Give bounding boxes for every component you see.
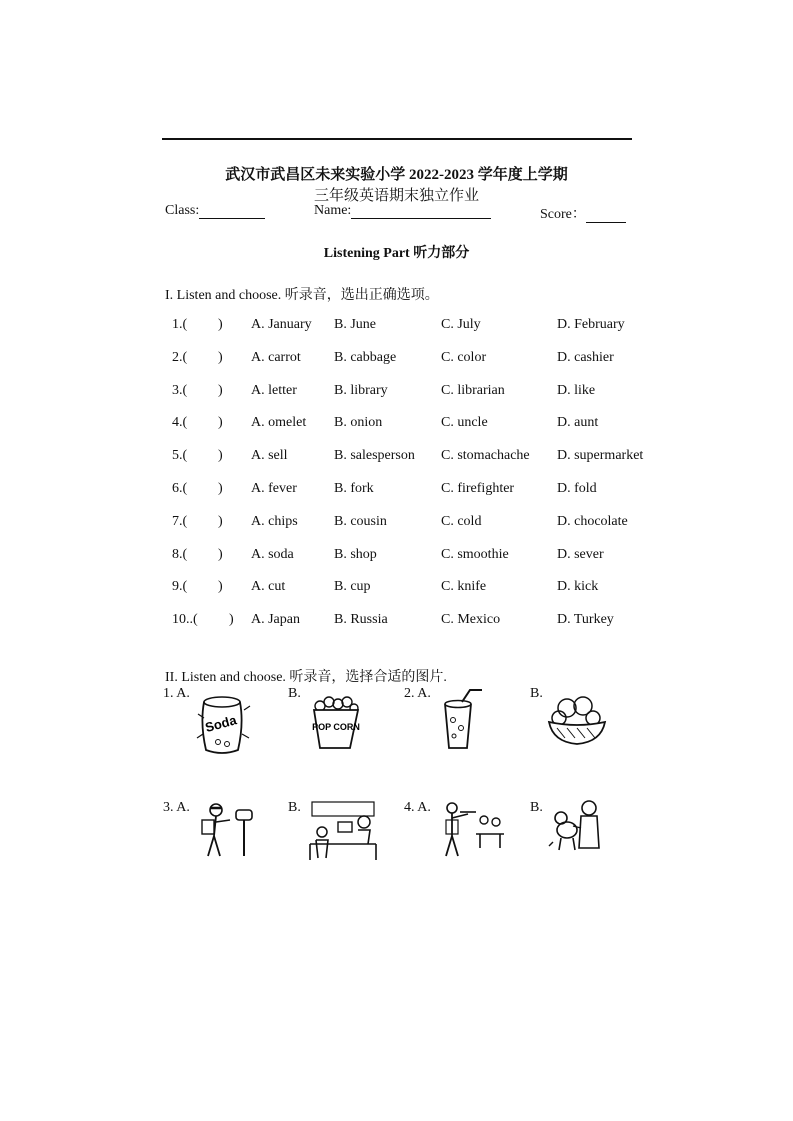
option-c: C. color — [441, 349, 487, 365]
option-c: C. cold — [441, 513, 482, 529]
answer-bracket[interactable]: ) — [218, 448, 223, 464]
shop-counter-picture[interactable] — [308, 800, 378, 862]
question-number: 3.( — [172, 382, 188, 398]
soda-can-text: Soda — [203, 712, 239, 736]
class-label: Class: — [165, 203, 200, 218]
option-b: B. library — [334, 382, 388, 398]
option-b: B. cabbage — [334, 349, 397, 365]
option-b: B. onion — [334, 415, 383, 431]
q1a-label: 1. A. — [163, 686, 190, 701]
option-c: C. July — [441, 317, 481, 332]
soda-can-picture[interactable] — [194, 694, 252, 756]
answer-bracket[interactable]: ) — [229, 612, 234, 628]
question-number: 9.( — [172, 579, 188, 595]
option-a: A. soda — [251, 546, 294, 562]
name-label: Name: — [314, 203, 352, 218]
option-d: D. like — [557, 382, 596, 398]
school-title: 武汉市武昌区未来实验小学 2022-2023 学年度上学期 — [225, 167, 568, 183]
question-number: 2.( — [172, 349, 188, 365]
answer-bracket[interactable]: ) — [218, 513, 223, 529]
answer-bracket[interactable]: ) — [218, 415, 223, 431]
option-b: B. shop — [334, 546, 377, 562]
answer-bracket[interactable]: ) — [218, 481, 223, 496]
option-c: C. firefighter — [441, 481, 515, 496]
section1-instruction: I. Listen and choose. 听录音，选出正确选项。 — [165, 288, 439, 303]
name-blank — [351, 204, 491, 219]
option-d: D. supermarket — [557, 448, 644, 464]
option-d: D. aunt — [557, 415, 599, 431]
score-label: Score： — [540, 207, 586, 222]
option-a: A. letter — [251, 382, 297, 398]
question-number: 5.( — [172, 448, 188, 464]
question-number: 1.( — [172, 317, 188, 332]
score-blank — [586, 208, 626, 223]
fruit-bowl-picture[interactable] — [545, 694, 609, 750]
question-number: 6.( — [172, 481, 188, 496]
waiter-picture[interactable] — [438, 800, 504, 860]
exam-subtitle: 三年级英语期末独立作业 — [313, 188, 479, 204]
option-d: D. kick — [557, 579, 599, 595]
option-a: A. Japan — [251, 612, 300, 628]
option-c: C. stomachache — [441, 448, 530, 464]
option-b: B. salesperson — [334, 448, 415, 464]
option-a: A. January — [251, 317, 312, 332]
answer-bracket[interactable]: ) — [218, 382, 223, 398]
class-field — [165, 203, 265, 219]
question-number: 7.( — [172, 513, 188, 529]
popcorn-text: POP CORN — [312, 722, 360, 732]
option-b: B. cousin — [334, 513, 387, 529]
mail-carrier-picture[interactable] — [198, 800, 260, 860]
option-d: D. sever — [557, 546, 604, 562]
option-b: B. fork — [334, 481, 374, 496]
listening-part-title: Listening Part 听力部分 — [323, 246, 470, 261]
question-number: 4.( — [172, 415, 188, 431]
question-number: 8.( — [172, 546, 188, 562]
q4b-label: B. — [530, 800, 543, 815]
vet-with-dog-picture[interactable] — [545, 798, 607, 858]
option-c: C. smoothie — [441, 546, 509, 562]
option-a: A. sell — [251, 448, 288, 464]
answer-bracket[interactable]: ) — [218, 349, 223, 365]
smoothie-cup-picture[interactable] — [440, 688, 486, 752]
option-b: B. cup — [334, 579, 371, 595]
answer-bracket[interactable]: ) — [218, 579, 223, 595]
option-a: A. cut — [251, 579, 286, 595]
name-field — [314, 203, 491, 219]
option-c: C. uncle — [441, 415, 488, 431]
option-c: C. knife — [441, 579, 487, 595]
section2-instruction: II. Listen and choose. 听录音，选择合适的图片. — [165, 670, 447, 685]
question-number: 10..( — [172, 612, 198, 628]
option-b: B. Russia — [334, 612, 388, 628]
option-a: A. fever — [251, 481, 297, 496]
q1b-label: B. — [288, 686, 301, 701]
option-a: A. chips — [251, 513, 298, 529]
option-c: C. Mexico — [441, 612, 501, 628]
option-c: C. librarian — [441, 382, 505, 398]
top-rule — [162, 138, 632, 140]
score-field — [540, 203, 626, 223]
popcorn-picture[interactable] — [306, 694, 364, 752]
q4a-label: 4. A. — [404, 800, 431, 815]
class-blank — [199, 204, 265, 219]
answer-bracket[interactable]: ) — [218, 546, 223, 562]
option-a: A. carrot — [251, 349, 301, 365]
option-d: D. cashier — [557, 349, 614, 365]
q3a-label: 3. A. — [163, 800, 190, 815]
q2b-label: B. — [530, 686, 543, 701]
option-d: D. fold — [557, 481, 597, 496]
option-d: D. chocolate — [557, 513, 628, 529]
option-b: B. June — [334, 317, 376, 332]
q3b-label: B. — [288, 800, 301, 815]
q2a-label: 2. A. — [404, 686, 431, 701]
answer-bracket[interactable]: ) — [218, 317, 223, 332]
option-a: A. omelet — [251, 415, 307, 431]
option-d: D. Turkey — [557, 612, 614, 628]
option-d: D. February — [557, 317, 625, 332]
